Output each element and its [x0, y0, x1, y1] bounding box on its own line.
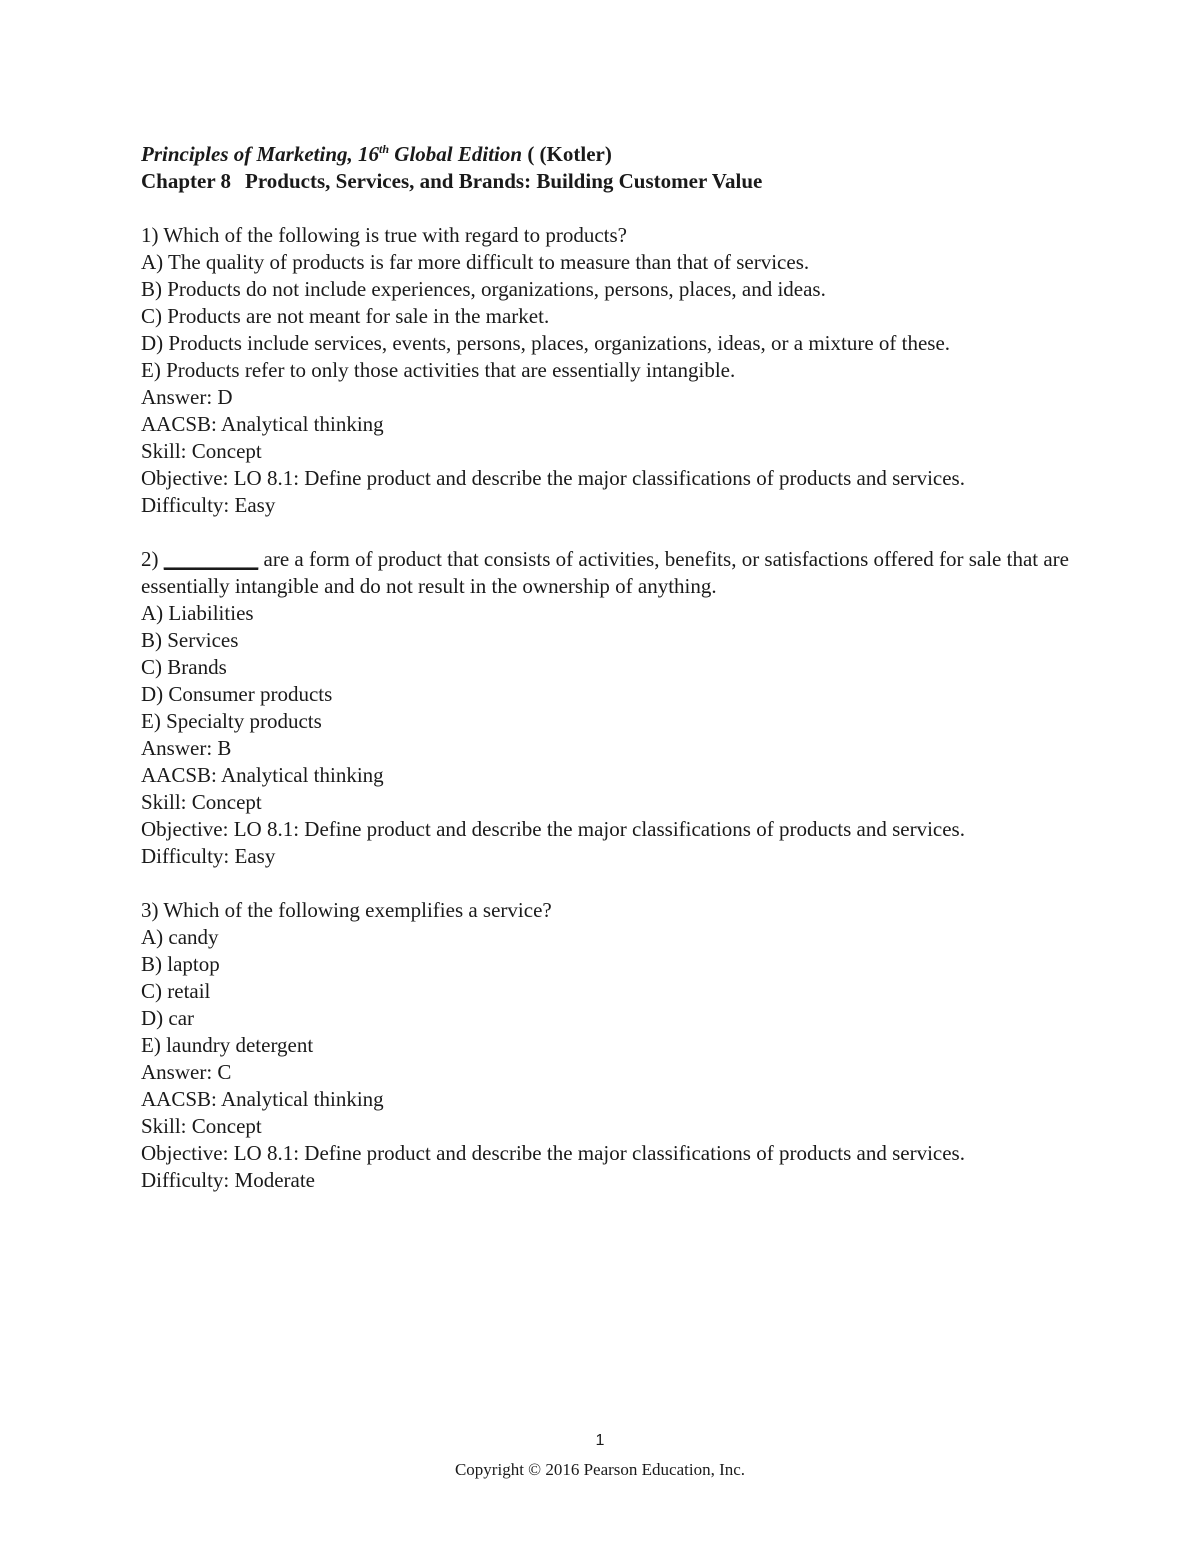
aacsb: AACSB: Analytical thinking — [141, 412, 384, 436]
option-e: E) Products refer to only those activities that are essentially intangible. — [141, 358, 736, 382]
option-c: C) retail — [141, 979, 211, 1003]
answer: Answer: C — [141, 1060, 232, 1084]
aacsb: AACSB: Analytical thinking — [141, 763, 384, 787]
page-number: 1 — [595, 1432, 605, 1449]
option-c: C) Products are not meant for sale in the market. — [141, 304, 550, 328]
objective: Objective: LO 8.1: Define product and describe the major classifications of products and services. — [141, 466, 965, 490]
question-stem: 1) Which of the following is true with regard to products? — [141, 223, 627, 247]
option-e: E) Specialty products — [141, 709, 322, 733]
book-title: Principles of Marketing, 16th Global Edition — [141, 142, 523, 166]
difficulty: Difficulty: Moderate — [141, 1168, 315, 1192]
option-a: A) candy — [141, 925, 219, 949]
option-c: C) Brands — [141, 655, 227, 679]
book-title-line — [141, 141, 1081, 168]
option-e: E) laundry detergent — [141, 1033, 314, 1057]
question-stem: 3) Which of the following exemplifies a service? — [141, 898, 552, 922]
chapter-heading — [141, 168, 1081, 195]
chapter-title: Products, Services, and Brands: Building Customer Value — [245, 169, 763, 193]
objective: Objective: LO 8.1: Define product and describe the major classifications of products and services. — [141, 817, 965, 841]
aacsb: AACSB: Analytical thinking — [141, 1087, 384, 1111]
option-b: B) Products do not include experiences, organizations, persons, places, and ideas. — [141, 277, 826, 301]
fill-in-blank: _________ — [163, 547, 259, 571]
option-a: A) Liabilities — [141, 601, 254, 625]
skill: Skill: Concept — [141, 1114, 262, 1138]
option-d: D) Consumer products — [141, 682, 333, 706]
question-1 — [141, 222, 1081, 519]
answer: Answer: B — [141, 736, 232, 760]
page-content — [141, 141, 1081, 1221]
question-stem: 2) _________ are a form of product that consists of activities, benefits, or satisfactions offered for sale that are essentially intangible and do not result in the ownership of anything. — [141, 547, 1069, 598]
book-author: ( (Kotler) — [522, 142, 612, 166]
chapter-number: Chapter 8 — [141, 169, 232, 193]
answer: Answer: D — [141, 385, 233, 409]
skill: Skill: Concept — [141, 439, 262, 463]
question-2 — [141, 546, 1081, 870]
option-d: D) Products include services, events, persons, places, organizations, ideas, or a mixture of these. — [141, 331, 951, 355]
objective: Objective: LO 8.1: Define product and describe the major classifications of products and services. — [141, 1141, 965, 1165]
option-d: D) car — [141, 1006, 195, 1030]
option-b: B) laptop — [141, 952, 220, 976]
difficulty: Difficulty: Easy — [141, 844, 276, 868]
question-3 — [141, 897, 1081, 1194]
spacer — [141, 195, 1081, 222]
option-b: B) Services — [141, 628, 239, 652]
copyright-notice: Copyright © 2016 Pearson Education, Inc. — [454, 1460, 746, 1479]
difficulty: Difficulty: Easy — [141, 493, 276, 517]
option-a: A) The quality of products is far more difficult to measure than that of services. — [141, 250, 810, 274]
skill: Skill: Concept — [141, 790, 262, 814]
